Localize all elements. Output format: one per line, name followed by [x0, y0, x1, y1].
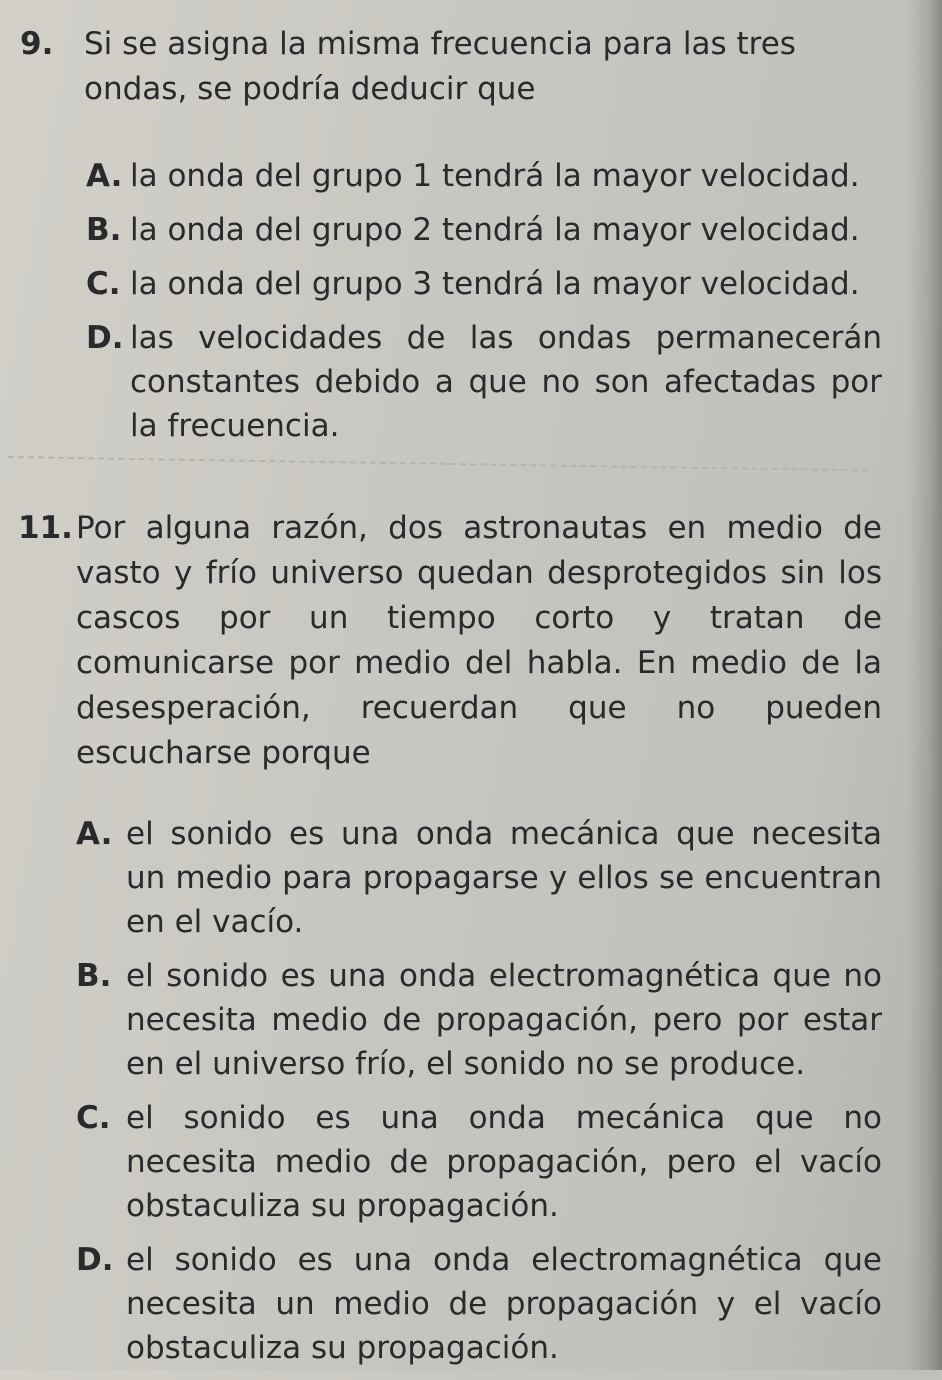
question-text: Por alguna razón, dos astronautas en medio de vasto y frío universo quedan desprotegidos sin los cascos por un tiempo corto y tratan de comunicarse por medio del habla. En medio de la desesperación, recuerdan que no pueden escucharse porque [76, 510, 882, 771]
option-d[interactable] [0, 1238, 882, 1370]
option-d[interactable] [0, 316, 882, 448]
option-text: las velocidades de las ondas permanecerán constantes debido a que no son afectadas por la frecuencia. [130, 320, 882, 444]
option-letter: D. [86, 320, 124, 356]
option-letter: A. [86, 158, 123, 194]
option-text: el sonido es una onda mecánica que necesita un medio para propagarse y ellos se encuentran en el vacío. [126, 816, 882, 940]
option-c[interactable] [0, 262, 882, 306]
question-9 [0, 22, 882, 458]
option-a[interactable] [0, 154, 882, 198]
option-letter: C. [76, 1100, 111, 1136]
option-b[interactable] [0, 954, 882, 1086]
option-text: el sonido es una onda electromagnética que no necesita medio de propagación, pero por estar en el universo frío, el sonido no se produce. [126, 958, 882, 1082]
option-a[interactable] [0, 812, 882, 944]
option-letter: D. [76, 1242, 114, 1278]
answer-options [0, 812, 882, 1370]
page-edge-shadow [908, 0, 942, 1370]
option-letter: A. [76, 816, 113, 852]
option-text: el sonido es una onda mecánica que no necesita medio de propagación, pero el vacío obstaculiza su propagación. [126, 1100, 882, 1224]
option-b[interactable] [0, 208, 882, 252]
option-letter: B. [76, 958, 112, 994]
question-number: 9. [20, 26, 54, 62]
section-divider [8, 456, 868, 472]
question-text: Si se asigna la misma frecuencia para las tres ondas, se podría deducir que [84, 26, 796, 107]
option-text: la onda del grupo 3 tendrá la mayor velocidad. [130, 266, 860, 302]
option-c[interactable] [0, 1096, 882, 1228]
option-text: el sonido es una onda electromagnética que necesita un medio de propagación y el vacío obstaculiza su propagación. [126, 1242, 882, 1366]
answer-options [0, 154, 882, 448]
option-text: la onda del grupo 1 tendrá la mayor velocidad. [130, 158, 860, 194]
option-text: la onda del grupo 2 tendrá la mayor velocidad. [130, 212, 860, 248]
question-11 [0, 506, 882, 1380]
option-letter: C. [86, 266, 121, 302]
option-letter: B. [86, 212, 122, 248]
question-number: 11. [18, 510, 73, 546]
